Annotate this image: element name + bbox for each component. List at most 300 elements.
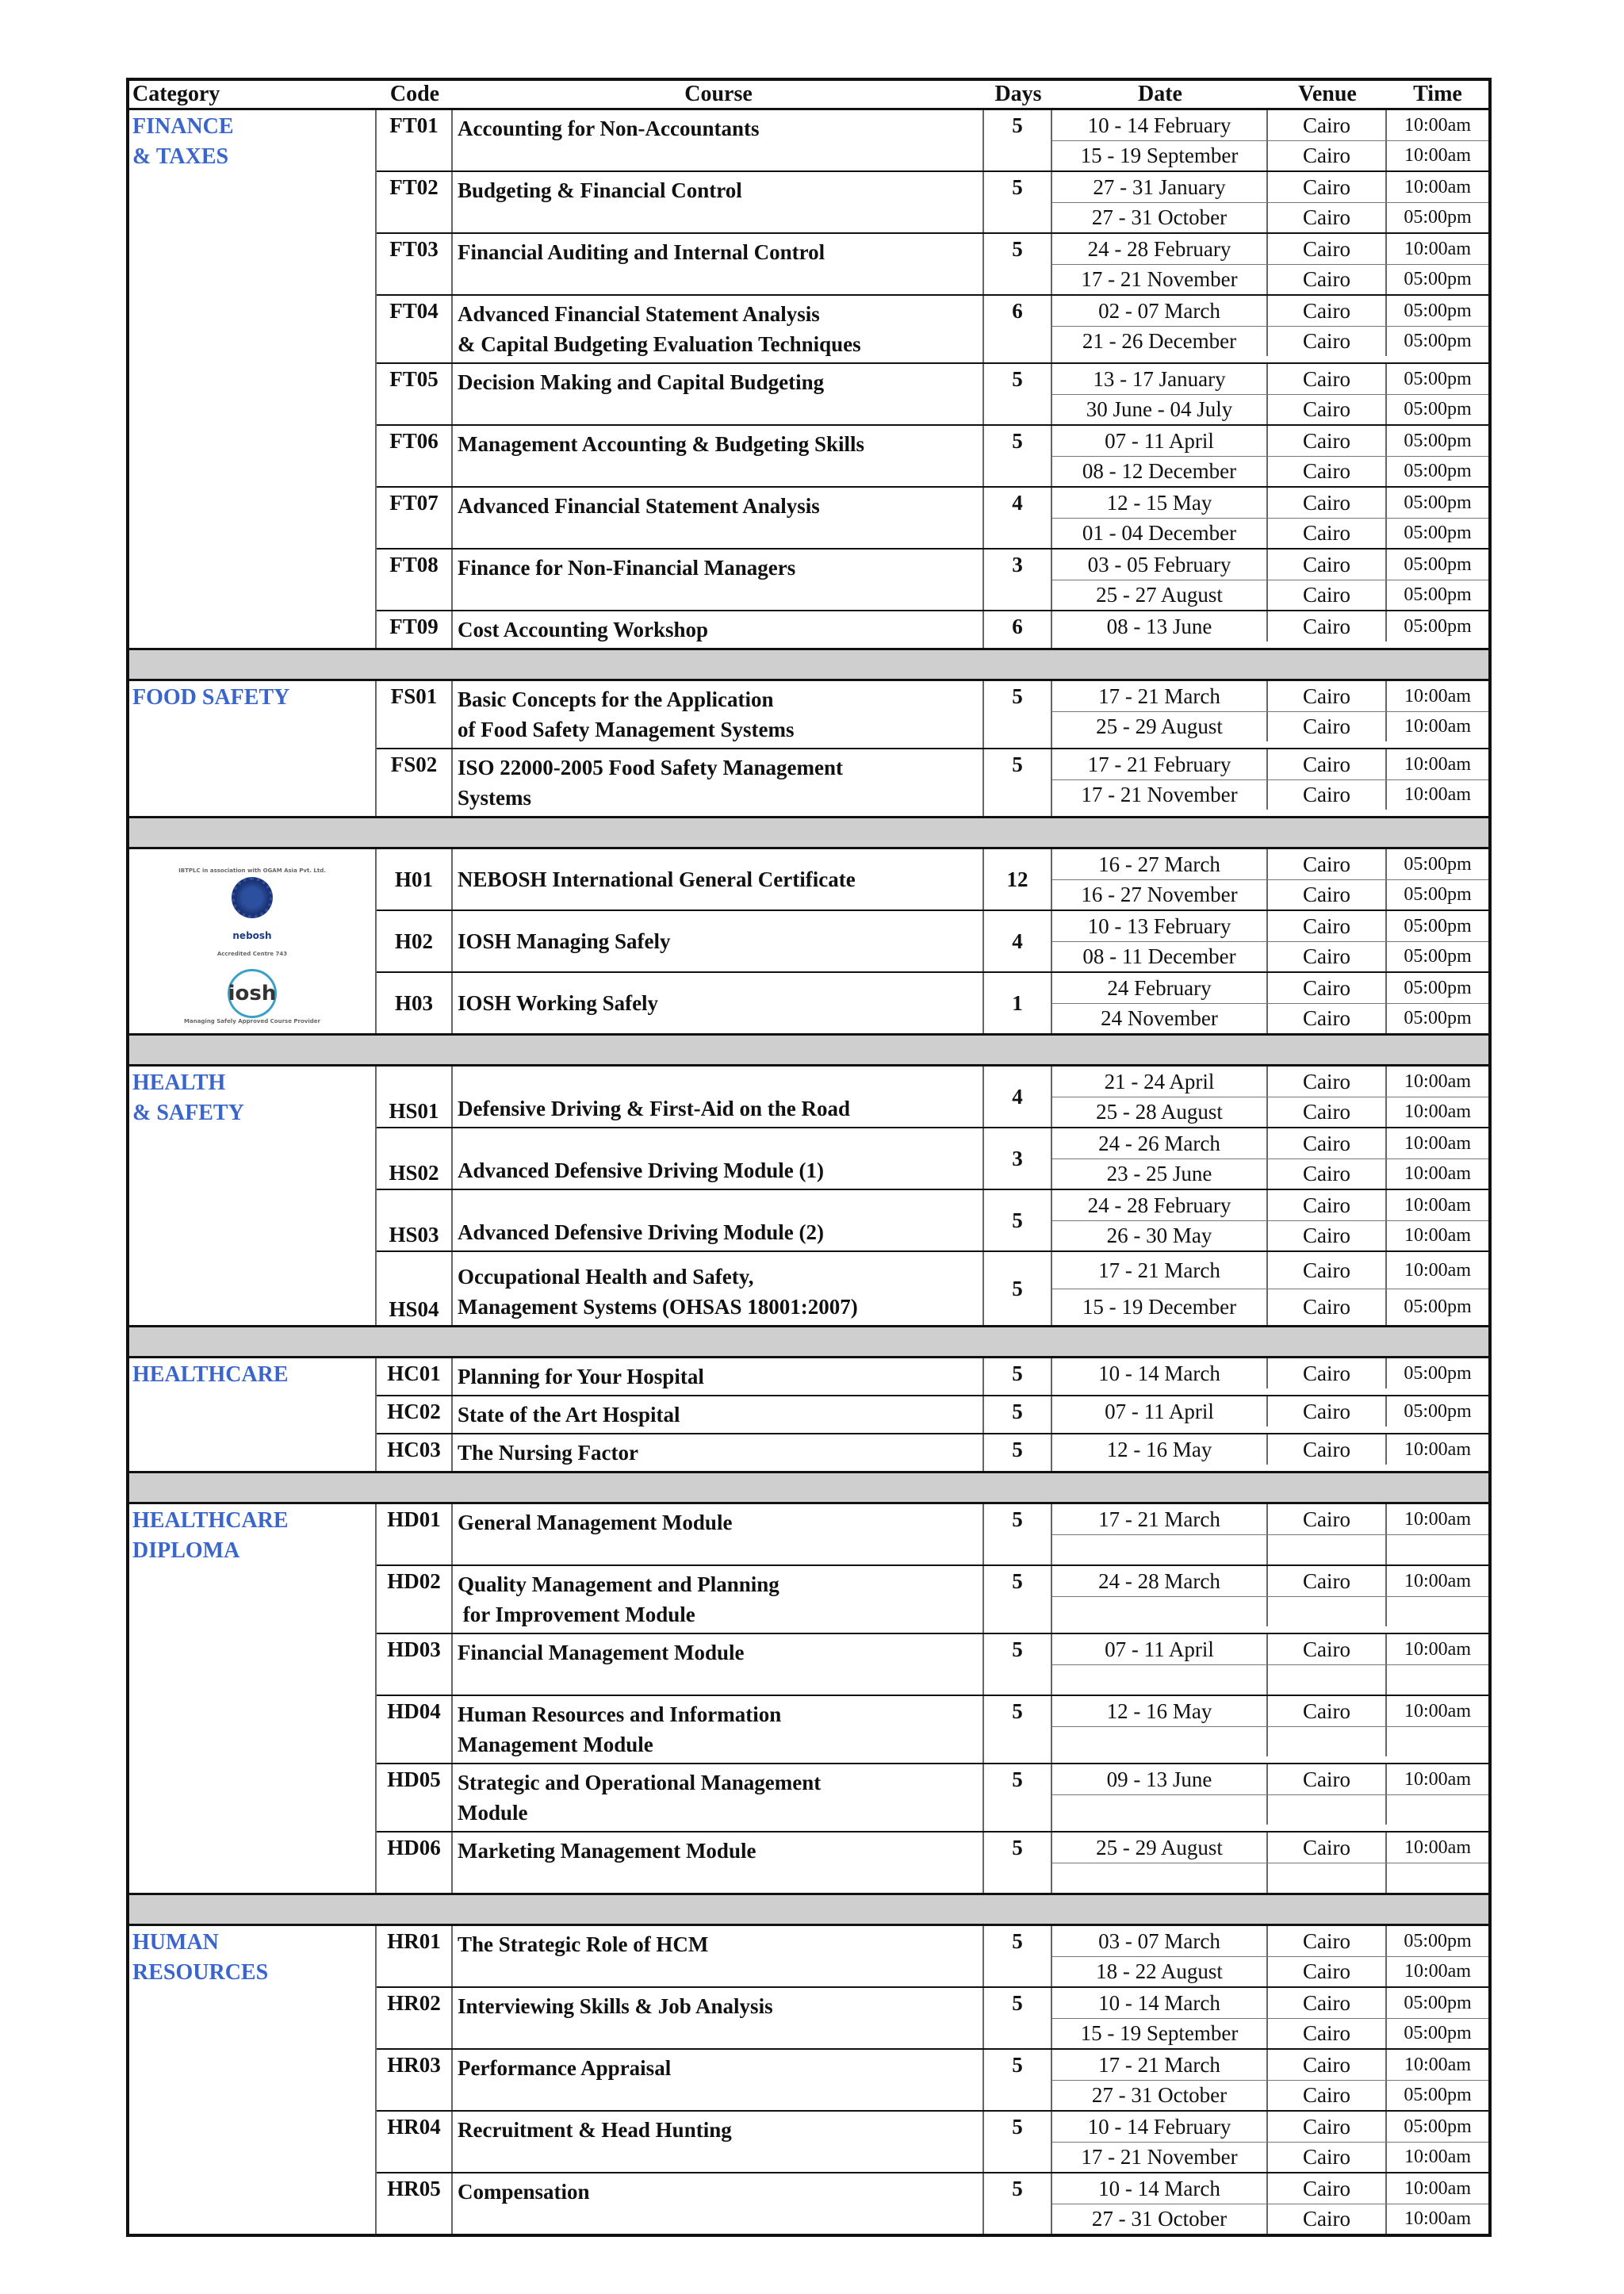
session-date: 16 - 27 November bbox=[1052, 880, 1268, 910]
section-separator bbox=[129, 1471, 1488, 1504]
session-venue: Cairo bbox=[1268, 1396, 1387, 1427]
session-venue: Cairo bbox=[1268, 712, 1387, 741]
session-venue: Cairo bbox=[1268, 849, 1387, 879]
session-date bbox=[1052, 1795, 1268, 1825]
session-venue: Cairo bbox=[1268, 519, 1387, 548]
course-code: HS04 bbox=[377, 1252, 453, 1325]
course-row bbox=[377, 1695, 1488, 1763]
category-line: HEALTHCARE bbox=[132, 1508, 289, 1533]
session-date: 12 - 16 May bbox=[1052, 1434, 1268, 1465]
nebosh-emblem-icon bbox=[232, 877, 273, 918]
session-venue: Cairo bbox=[1268, 911, 1387, 941]
category-line: RESOURCES bbox=[132, 1960, 269, 1985]
session-time: 05:00pm bbox=[1404, 1008, 1472, 1028]
session-row bbox=[1052, 1664, 1488, 1695]
course-row bbox=[377, 1067, 1488, 1127]
course-code: HR02 bbox=[377, 1988, 453, 2048]
course-row bbox=[377, 110, 1488, 170]
course-row bbox=[377, 1763, 1488, 1831]
session-venue: Cairo bbox=[1268, 1159, 1387, 1189]
course-code: HR05 bbox=[377, 2173, 453, 2234]
course-code: FT07 bbox=[377, 488, 453, 548]
course-days: 5 bbox=[984, 2112, 1052, 2172]
header-time: Time bbox=[1413, 82, 1462, 106]
session-list bbox=[1052, 681, 1488, 748]
session-time: 05:00pm bbox=[1404, 2023, 1472, 2043]
session-time: 10:00am bbox=[1404, 176, 1471, 197]
session-date: 30 June - 04 July bbox=[1052, 395, 1268, 424]
course-title-line: State of the Art Hospital bbox=[458, 1403, 680, 1427]
session-row bbox=[1052, 779, 1488, 810]
course-title bbox=[453, 749, 984, 816]
course-title bbox=[453, 1128, 984, 1189]
session-venue bbox=[1268, 1863, 1387, 1893]
category-line: HEALTH bbox=[132, 1070, 226, 1095]
course-row bbox=[377, 681, 1488, 748]
session-row bbox=[1052, 1434, 1488, 1465]
session-list bbox=[1052, 296, 1488, 362]
session-venue: Cairo bbox=[1268, 2081, 1387, 2110]
category-section bbox=[129, 1358, 1488, 1471]
session-row bbox=[1052, 1190, 1488, 1220]
category-section bbox=[129, 681, 1488, 816]
session-time: 05:00pm bbox=[1404, 977, 1472, 998]
session-venue: Cairo bbox=[1268, 880, 1387, 910]
course-days: 5 bbox=[984, 1833, 1052, 1893]
session-row bbox=[1052, 1926, 1488, 1956]
nebosh-partner-text: IBTPLC in association with OGAM Asia Pvt. Ltd. bbox=[178, 867, 326, 874]
course-code: HS03 bbox=[377, 1190, 453, 1250]
course-title bbox=[453, 110, 984, 170]
course-row bbox=[377, 1926, 1488, 1986]
course-row bbox=[377, 1127, 1488, 1189]
session-venue: Cairo bbox=[1268, 426, 1387, 456]
session-time: 10:00am bbox=[1404, 1961, 1471, 1982]
session-date: 17 - 21 November bbox=[1052, 2143, 1268, 2172]
session-time: 05:00pm bbox=[1404, 1930, 1472, 1951]
course-title bbox=[453, 911, 984, 971]
session-date: 27 - 31 October bbox=[1052, 2081, 1268, 2110]
session-time: 10:00am bbox=[1404, 1132, 1471, 1154]
course-row bbox=[377, 362, 1488, 424]
session-venue: Cairo bbox=[1268, 611, 1387, 641]
iosh-logo-name: iosh bbox=[228, 981, 277, 1005]
session-venue: Cairo bbox=[1268, 1634, 1387, 1664]
session-date: 17 - 21 November bbox=[1052, 265, 1268, 294]
course-days: 5 bbox=[984, 1396, 1052, 1433]
course-title bbox=[453, 1434, 984, 1471]
session-venue: Cairo bbox=[1268, 1988, 1387, 2018]
session-venue: Cairo bbox=[1268, 1764, 1387, 1794]
course-code: HC02 bbox=[377, 1396, 453, 1433]
course-title bbox=[453, 1067, 984, 1127]
session-time: 10:00am bbox=[1404, 145, 1471, 166]
session-time: 10:00am bbox=[1404, 2177, 1471, 2199]
course-code: HD04 bbox=[377, 1696, 453, 1763]
category-line: FINANCE bbox=[132, 114, 234, 139]
session-row bbox=[1052, 2204, 1488, 2234]
session-time bbox=[1387, 1535, 1488, 1564]
category-label bbox=[129, 849, 377, 1033]
course-days: 5 bbox=[984, 1504, 1052, 1564]
course-title bbox=[453, 364, 984, 424]
session-venue: Cairo bbox=[1268, 1358, 1387, 1388]
session-row bbox=[1052, 2050, 1488, 2080]
session-time bbox=[1387, 1795, 1488, 1825]
session-time bbox=[1387, 1597, 1488, 1626]
session-time: 10:00am bbox=[1404, 1570, 1471, 1591]
course-title bbox=[453, 1988, 984, 2048]
course-days: 4 bbox=[984, 488, 1052, 548]
course-days: 5 bbox=[984, 2173, 1052, 2234]
category-line: DIPLOMA bbox=[132, 1538, 240, 1563]
course-title bbox=[453, 1764, 984, 1831]
session-venue: Cairo bbox=[1268, 1190, 1387, 1220]
session-row bbox=[1052, 611, 1488, 641]
course-days: 12 bbox=[984, 849, 1052, 910]
session-date: 13 - 17 January bbox=[1052, 364, 1268, 394]
session-time: 05:00pm bbox=[1404, 207, 1472, 228]
session-date: 08 - 13 June bbox=[1052, 611, 1268, 641]
session-venue: Cairo bbox=[1268, 1504, 1387, 1534]
session-row bbox=[1052, 518, 1488, 548]
category-line: & SAFETY bbox=[132, 1101, 244, 1125]
course-title-line: Systems bbox=[458, 786, 531, 810]
session-time: 10:00am bbox=[1404, 1700, 1471, 1721]
course-title-line: Advanced Financial Statement Analysis bbox=[458, 494, 820, 518]
session-time: 10:00am bbox=[1404, 114, 1471, 136]
course-code: HR03 bbox=[377, 2050, 453, 2110]
session-date: 17 - 21 November bbox=[1052, 780, 1268, 810]
course-title-line: IOSH Working Safely bbox=[458, 991, 659, 1015]
session-venue: Cairo bbox=[1268, 550, 1387, 580]
course-row bbox=[377, 1564, 1488, 1633]
nebosh-logo-name: nebosh bbox=[232, 929, 272, 941]
session-row bbox=[1052, 364, 1488, 394]
category-section bbox=[129, 1926, 1488, 2234]
course-title bbox=[453, 1566, 984, 1633]
session-list bbox=[1052, 1396, 1488, 1433]
course-title bbox=[453, 296, 984, 362]
session-venue: Cairo bbox=[1268, 1004, 1387, 1033]
course-days: 5 bbox=[984, 1696, 1052, 1763]
session-date: 17 - 21 March bbox=[1052, 2050, 1268, 2080]
session-row bbox=[1052, 1534, 1488, 1564]
course-days: 5 bbox=[984, 681, 1052, 748]
session-venue: Cairo bbox=[1268, 681, 1387, 711]
course-title bbox=[453, 1926, 984, 1986]
session-date: 07 - 11 April bbox=[1052, 1634, 1268, 1664]
session-venue: Cairo bbox=[1268, 172, 1387, 202]
session-date: 17 - 21 March bbox=[1052, 681, 1268, 711]
session-row bbox=[1052, 426, 1488, 456]
session-time: 05:00pm bbox=[1404, 1296, 1472, 1317]
session-time: 05:00pm bbox=[1404, 553, 1472, 575]
session-row bbox=[1052, 1764, 1488, 1794]
course-title bbox=[453, 1833, 984, 1893]
session-date: 16 - 27 March bbox=[1052, 849, 1268, 879]
course-title-line: Finance for Non-Financial Managers bbox=[458, 556, 796, 580]
course-code: FT08 bbox=[377, 550, 453, 610]
session-venue: Cairo bbox=[1268, 1833, 1387, 1863]
course-row bbox=[377, 1633, 1488, 1695]
course-days: 5 bbox=[984, 426, 1052, 486]
course-title-line: Compensation bbox=[458, 2180, 590, 2204]
session-row bbox=[1052, 849, 1488, 879]
course-row bbox=[377, 1250, 1488, 1325]
course-title-line: Management Module bbox=[458, 1733, 653, 1756]
session-row bbox=[1052, 488, 1488, 518]
category-section bbox=[129, 110, 1488, 648]
session-time: 10:00am bbox=[1404, 685, 1471, 707]
session-list bbox=[1052, 1190, 1488, 1250]
table-body bbox=[129, 110, 1488, 2234]
session-row bbox=[1052, 1097, 1488, 1127]
course-title-line: Performance Appraisal bbox=[458, 2056, 672, 2080]
session-date: 24 - 28 February bbox=[1052, 1190, 1268, 1220]
session-list bbox=[1052, 488, 1488, 548]
course-code: HC03 bbox=[377, 1434, 453, 1471]
session-venue: Cairo bbox=[1268, 141, 1387, 170]
session-time: 05:00pm bbox=[1404, 492, 1472, 513]
course-code: FS02 bbox=[377, 749, 453, 816]
session-venue: Cairo bbox=[1268, 1957, 1387, 1986]
session-time: 05:00pm bbox=[1404, 615, 1472, 637]
session-venue: Cairo bbox=[1268, 327, 1387, 356]
session-date: 27 - 31 October bbox=[1052, 203, 1268, 232]
session-time: 05:00pm bbox=[1404, 915, 1472, 936]
session-row bbox=[1052, 1396, 1488, 1427]
session-row bbox=[1052, 749, 1488, 779]
course-title-line: Financial Auditing and Internal Control bbox=[458, 240, 825, 264]
session-time: 05:00pm bbox=[1404, 884, 1472, 905]
course-code: HR04 bbox=[377, 2112, 453, 2172]
session-time: 05:00pm bbox=[1404, 331, 1472, 351]
category-label bbox=[129, 1067, 377, 1325]
course-row bbox=[377, 424, 1488, 486]
session-time: 10:00am bbox=[1404, 1163, 1471, 1184]
session-time: 10:00am bbox=[1404, 1836, 1471, 1858]
session-row bbox=[1052, 394, 1488, 424]
course-title-line: NEBOSH International General Certificate bbox=[458, 867, 856, 891]
course-title-line: General Management Module bbox=[458, 1511, 733, 1534]
course-days: 5 bbox=[984, 1634, 1052, 1695]
course-title bbox=[453, 1396, 984, 1433]
table-header bbox=[129, 81, 1488, 110]
session-list bbox=[1052, 1067, 1488, 1127]
course-row bbox=[377, 2048, 1488, 2110]
session-date: 09 - 13 June bbox=[1052, 1764, 1268, 1794]
session-venue: Cairo bbox=[1268, 2204, 1387, 2234]
session-time: 10:00am bbox=[1404, 784, 1471, 805]
course-code: H03 bbox=[377, 973, 453, 1033]
session-date bbox=[1052, 1535, 1268, 1564]
session-date: 25 - 29 August bbox=[1052, 712, 1268, 741]
course-title-line: Quality Management and Planning bbox=[458, 1572, 779, 1596]
course-code: HR01 bbox=[377, 1926, 453, 1986]
session-date bbox=[1052, 1863, 1268, 1893]
course-days: 5 bbox=[984, 1764, 1052, 1831]
session-time: 05:00pm bbox=[1404, 430, 1472, 451]
session-time: 05:00pm bbox=[1404, 399, 1472, 419]
session-row bbox=[1052, 1128, 1488, 1158]
course-title bbox=[453, 2050, 984, 2110]
session-date: 10 - 14 February bbox=[1052, 2112, 1268, 2142]
session-date: 27 - 31 January bbox=[1052, 172, 1268, 202]
session-venue bbox=[1268, 1727, 1387, 1756]
session-date: 17 - 21 March bbox=[1052, 1252, 1268, 1289]
session-date: 10 - 14 March bbox=[1052, 1358, 1268, 1388]
course-title bbox=[453, 2112, 984, 2172]
session-date bbox=[1052, 1727, 1268, 1756]
session-time: 10:00am bbox=[1404, 238, 1471, 259]
course-days: 5 bbox=[984, 172, 1052, 232]
session-venue: Cairo bbox=[1268, 1289, 1387, 1325]
session-date: 23 - 25 June bbox=[1052, 1159, 1268, 1189]
category-line: FOOD SAFETY bbox=[132, 685, 290, 710]
session-venue: Cairo bbox=[1268, 457, 1387, 486]
session-list bbox=[1052, 1504, 1488, 1564]
session-row bbox=[1052, 941, 1488, 971]
category-section bbox=[129, 1067, 1488, 1325]
course-title-line: Basic Concepts for the Application bbox=[458, 687, 774, 711]
session-venue: Cairo bbox=[1268, 488, 1387, 518]
session-date: 08 - 11 December bbox=[1052, 942, 1268, 971]
session-row bbox=[1052, 172, 1488, 202]
session-date: 17 - 21 March bbox=[1052, 1504, 1268, 1534]
session-list bbox=[1052, 550, 1488, 610]
course-title-line: Strategic and Operational Management bbox=[458, 1771, 822, 1794]
course-title bbox=[453, 2173, 984, 2234]
course-title-line: Accounting for Non-Accountants bbox=[458, 117, 760, 140]
session-time: 10:00am bbox=[1404, 2054, 1471, 2075]
session-venue: Cairo bbox=[1268, 1696, 1387, 1726]
course-code: FT02 bbox=[377, 172, 453, 232]
session-row bbox=[1052, 2080, 1488, 2110]
session-row bbox=[1052, 110, 1488, 140]
course-code: HD02 bbox=[377, 1566, 453, 1633]
nebosh-accreditation-text: Accredited Centre 743 bbox=[216, 950, 288, 957]
course-title-line: The Strategic Role of HCM bbox=[458, 1932, 709, 1956]
course-title-line: for Improvement Module bbox=[458, 1603, 695, 1626]
session-time: 10:00am bbox=[1404, 2208, 1471, 2229]
session-row bbox=[1052, 1696, 1488, 1726]
course-days: 5 bbox=[984, 1988, 1052, 2048]
session-date: 24 - 26 March bbox=[1052, 1128, 1268, 1158]
session-list bbox=[1052, 1833, 1488, 1893]
session-row bbox=[1052, 1833, 1488, 1863]
session-venue: Cairo bbox=[1268, 1926, 1387, 1956]
session-list bbox=[1052, 973, 1488, 1033]
session-list bbox=[1052, 1252, 1488, 1325]
course-row bbox=[377, 610, 1488, 648]
course-days: 5 bbox=[984, 1434, 1052, 1471]
course-row bbox=[377, 170, 1488, 232]
session-row bbox=[1052, 1596, 1488, 1626]
course-code: FT06 bbox=[377, 426, 453, 486]
session-venue: Cairo bbox=[1268, 580, 1387, 610]
session-venue: Cairo bbox=[1268, 2019, 1387, 2048]
session-list bbox=[1052, 1764, 1488, 1831]
session-date: 10 - 13 February bbox=[1052, 911, 1268, 941]
session-time: 10:00am bbox=[1404, 716, 1471, 737]
session-row bbox=[1052, 1504, 1488, 1534]
session-date: 25 - 27 August bbox=[1052, 580, 1268, 610]
section-separator bbox=[129, 1033, 1488, 1067]
session-time: 05:00pm bbox=[1404, 269, 1472, 289]
session-date: 15 - 19 December bbox=[1052, 1289, 1268, 1325]
session-row bbox=[1052, 1289, 1488, 1325]
session-row bbox=[1052, 681, 1488, 711]
course-code: HC01 bbox=[377, 1358, 453, 1395]
session-venue: Cairo bbox=[1268, 780, 1387, 810]
session-date: 21 - 24 April bbox=[1052, 1067, 1268, 1097]
course-code: FS01 bbox=[377, 681, 453, 748]
session-time: 10:00am bbox=[1404, 1194, 1471, 1216]
session-date bbox=[1052, 1597, 1268, 1626]
course-row bbox=[377, 548, 1488, 610]
course-title bbox=[453, 611, 984, 648]
session-date bbox=[1052, 1665, 1268, 1695]
course-title-line: Interviewing Skills & Job Analysis bbox=[458, 1994, 773, 2018]
session-date: 25 - 28 August bbox=[1052, 1097, 1268, 1127]
session-date: 03 - 07 March bbox=[1052, 1926, 1268, 1956]
session-row bbox=[1052, 1220, 1488, 1250]
session-venue: Cairo bbox=[1268, 395, 1387, 424]
course-title-line: Marketing Management Module bbox=[458, 1839, 756, 1863]
session-row bbox=[1052, 973, 1488, 1003]
course-title-line: & Capital Budgeting Evaluation Techniques bbox=[458, 332, 861, 356]
session-list bbox=[1052, 1358, 1488, 1395]
course-code: HD06 bbox=[377, 1833, 453, 1893]
course-code: FT03 bbox=[377, 234, 453, 294]
header-course: Course bbox=[684, 82, 753, 106]
category-line: & TAXES bbox=[132, 144, 229, 169]
session-venue bbox=[1268, 1535, 1387, 1564]
session-time: 05:00pm bbox=[1404, 946, 1472, 967]
session-date: 03 - 05 February bbox=[1052, 550, 1268, 580]
session-list bbox=[1052, 2173, 1488, 2234]
session-date: 17 - 21 February bbox=[1052, 749, 1268, 779]
course-code: HS01 bbox=[377, 1067, 453, 1127]
category-label bbox=[129, 1504, 377, 1893]
course-row bbox=[377, 1189, 1488, 1250]
session-time bbox=[1387, 1727, 1488, 1756]
session-row bbox=[1052, 2173, 1488, 2204]
session-time: 05:00pm bbox=[1404, 2116, 1472, 2137]
course-title-line: Advanced Financial Statement Analysis bbox=[458, 302, 820, 326]
course-code: H02 bbox=[377, 911, 453, 971]
course-days: 6 bbox=[984, 611, 1052, 648]
course-title-line: Occupational Health and Safety, bbox=[458, 1265, 754, 1289]
header-venue: Venue bbox=[1298, 82, 1357, 106]
session-venue: Cairo bbox=[1268, 1566, 1387, 1596]
course-title bbox=[453, 849, 984, 910]
course-title-line: Cost Accounting Workshop bbox=[458, 618, 709, 641]
course-code: FT09 bbox=[377, 611, 453, 648]
session-row bbox=[1052, 264, 1488, 294]
session-venue: Cairo bbox=[1268, 2050, 1387, 2080]
session-list bbox=[1052, 849, 1488, 910]
session-time: 10:00am bbox=[1404, 1638, 1471, 1660]
course-title bbox=[453, 172, 984, 232]
course-title bbox=[453, 681, 984, 748]
session-venue: Cairo bbox=[1268, 942, 1387, 971]
session-date: 08 - 12 December bbox=[1052, 457, 1268, 486]
course-title bbox=[453, 234, 984, 294]
session-row bbox=[1052, 1863, 1488, 1893]
session-date: 15 - 19 September bbox=[1052, 141, 1268, 170]
